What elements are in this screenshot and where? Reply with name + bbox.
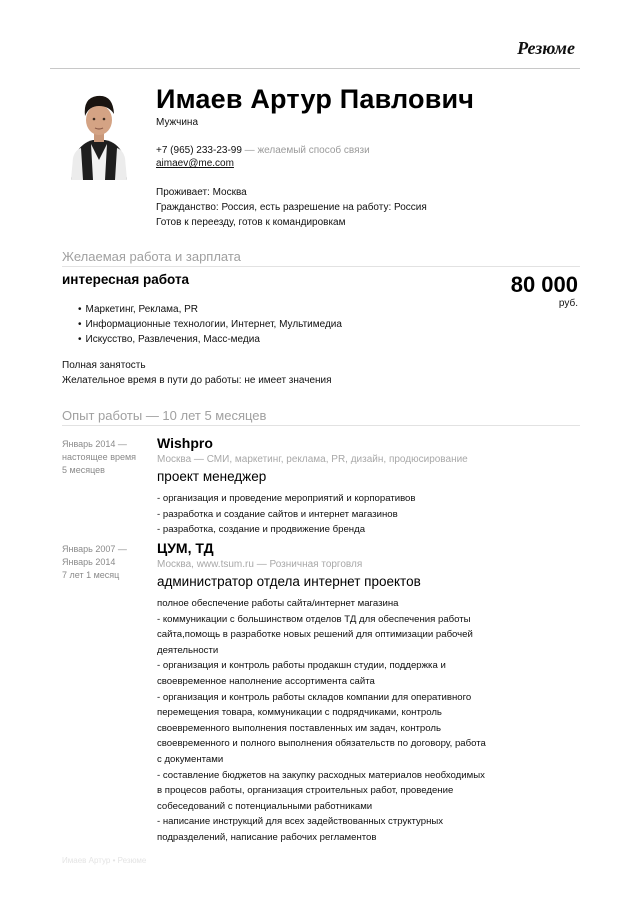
employment-info [62, 358, 332, 388]
job-description: полное обеспечение работы сайта/интернет магазина - коммуникации с большинством отделов ТД для обеспечения работы сайта,помощь в разработке новых решений для оптимизации рабочей деятельности - организация и контроль работы продакшн студии, поддержка и своевременное наполнение ассортимента сайта - организация и контроль работы складов компании для оперативного перемещения товара, коммуникации с подрядчиками, контроль своевременного выполнения поставленных им задач, контроль своевременного и полного выполнения обязательств по договору, работа с документами - составление бюджетов на закупку расходных материалов необходимых в процесов работы, организация строительных работ, проведение собеседований с потенциальными работниками - написание инструкций для всех задействованных структурных подразделений, написание рабочих регламентов [157, 598, 486, 843]
profile-photo [63, 84, 135, 180]
personal-info [156, 185, 427, 230]
company-meta: Москва — СМИ, маркетинг, реклама, PR, дизайн, продюсирование [157, 454, 468, 465]
job-period [62, 438, 152, 477]
job-role: проект менеджер [157, 469, 267, 484]
person-photo-icon [63, 84, 135, 180]
period-end: настоящее время [62, 452, 137, 462]
period-start: Январь 2007 — [62, 544, 127, 554]
employment-type: Полная занятость [62, 360, 146, 371]
job-role: администратор отдела интернет проектов [157, 574, 421, 589]
salary-currency: руб. [558, 298, 578, 309]
relocation: Готов к переезду, готов к командировкам [156, 217, 346, 228]
job-description: - организация и проведение мероприятий и корпоративов - разработка и создание сайтов и интернет магазинов - разработка, создание и продвижение бренда [157, 493, 416, 536]
company-meta: Москва, www.tsum.ru — Розничная торговля [157, 559, 363, 570]
period-duration: 7 лет 1 месяц [62, 570, 120, 580]
section-desired-job: Желаемая работа и зарплата [62, 249, 580, 267]
header-divider [50, 68, 580, 69]
period-end: Январь 2014 [62, 557, 116, 567]
salary-amount: 80 000 [510, 272, 578, 297]
specialization-item: • Маркетинг, Реклама, PR [78, 302, 342, 317]
job-body [157, 539, 487, 846]
candidate-name: Имаев Артур Павлович [156, 84, 475, 114]
email-link[interactable]: aimaev@me.com [156, 158, 234, 169]
commute-time: Желательное время в пути до работы: не имеет значения [62, 375, 332, 386]
page-footer: Имаев Артур • Резюме [62, 856, 147, 865]
period-duration: 5 месяцев [62, 465, 105, 475]
section-experience: Опыт работы — 10 лет 5 месяцев [62, 408, 580, 426]
specialization-list [78, 302, 342, 347]
specialization-item: • Искусство, Развлечения, Масс-медиа [78, 332, 342, 347]
residence: Проживает: Москва [156, 187, 247, 198]
company-name: ЦУМ, ТД [157, 540, 214, 556]
job-body [157, 434, 487, 538]
phone-note: — желаемый способ связи [241, 145, 370, 156]
salary [511, 272, 578, 309]
phone-number[interactable]: +7 (965) 233-23-99 [156, 145, 242, 156]
specialization-item: • Информационные технологии, Интернет, Мультимедиа [78, 317, 342, 332]
citizenship: Гражданство: Россия, есть разрешение на работу: Россия [156, 202, 427, 213]
company-name: Wishpro [157, 435, 213, 451]
gender: Мужчина [156, 117, 199, 128]
document-title: Резюме [517, 38, 575, 58]
job-period [62, 543, 152, 582]
desired-position: интересная работа [62, 272, 190, 287]
period-start: Январь 2014 — [62, 439, 127, 449]
